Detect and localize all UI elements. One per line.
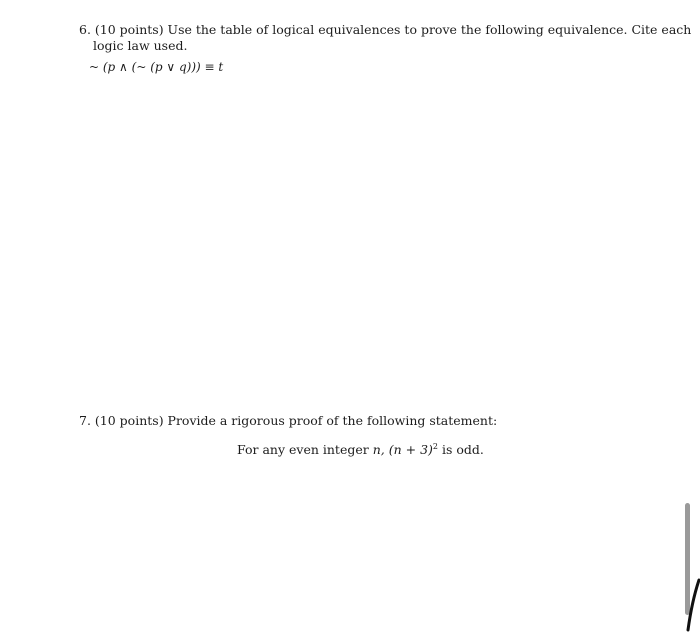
question-7-prompt: (10 points) Provide a rigorous proof of the following statement: xyxy=(94,413,498,428)
question-6-formula: ~ (p ∧ (~ (p ∨ q))) ≡ t xyxy=(89,60,224,74)
statement-suffix: is odd. xyxy=(438,442,484,457)
question-7-number: 7. xyxy=(79,413,91,428)
statement-prefix: For any even integer xyxy=(237,442,369,457)
question-7-statement xyxy=(237,441,484,458)
statement-exponent: 2 xyxy=(432,442,438,451)
statement-variable: n xyxy=(372,442,381,457)
question-6-text-line-1 xyxy=(79,21,691,38)
question-7-text-line-1 xyxy=(79,412,497,429)
question-6-text-line-2: logic law used. xyxy=(93,38,188,53)
question-6-number: 6. xyxy=(79,22,91,37)
pen-stroke-icon xyxy=(686,578,700,632)
question-6-prompt: (10 points) Use the table of logical equivalences to prove the following equivalence. Cite each xyxy=(94,22,692,37)
statement-expression: , (n + 3) xyxy=(380,442,433,457)
